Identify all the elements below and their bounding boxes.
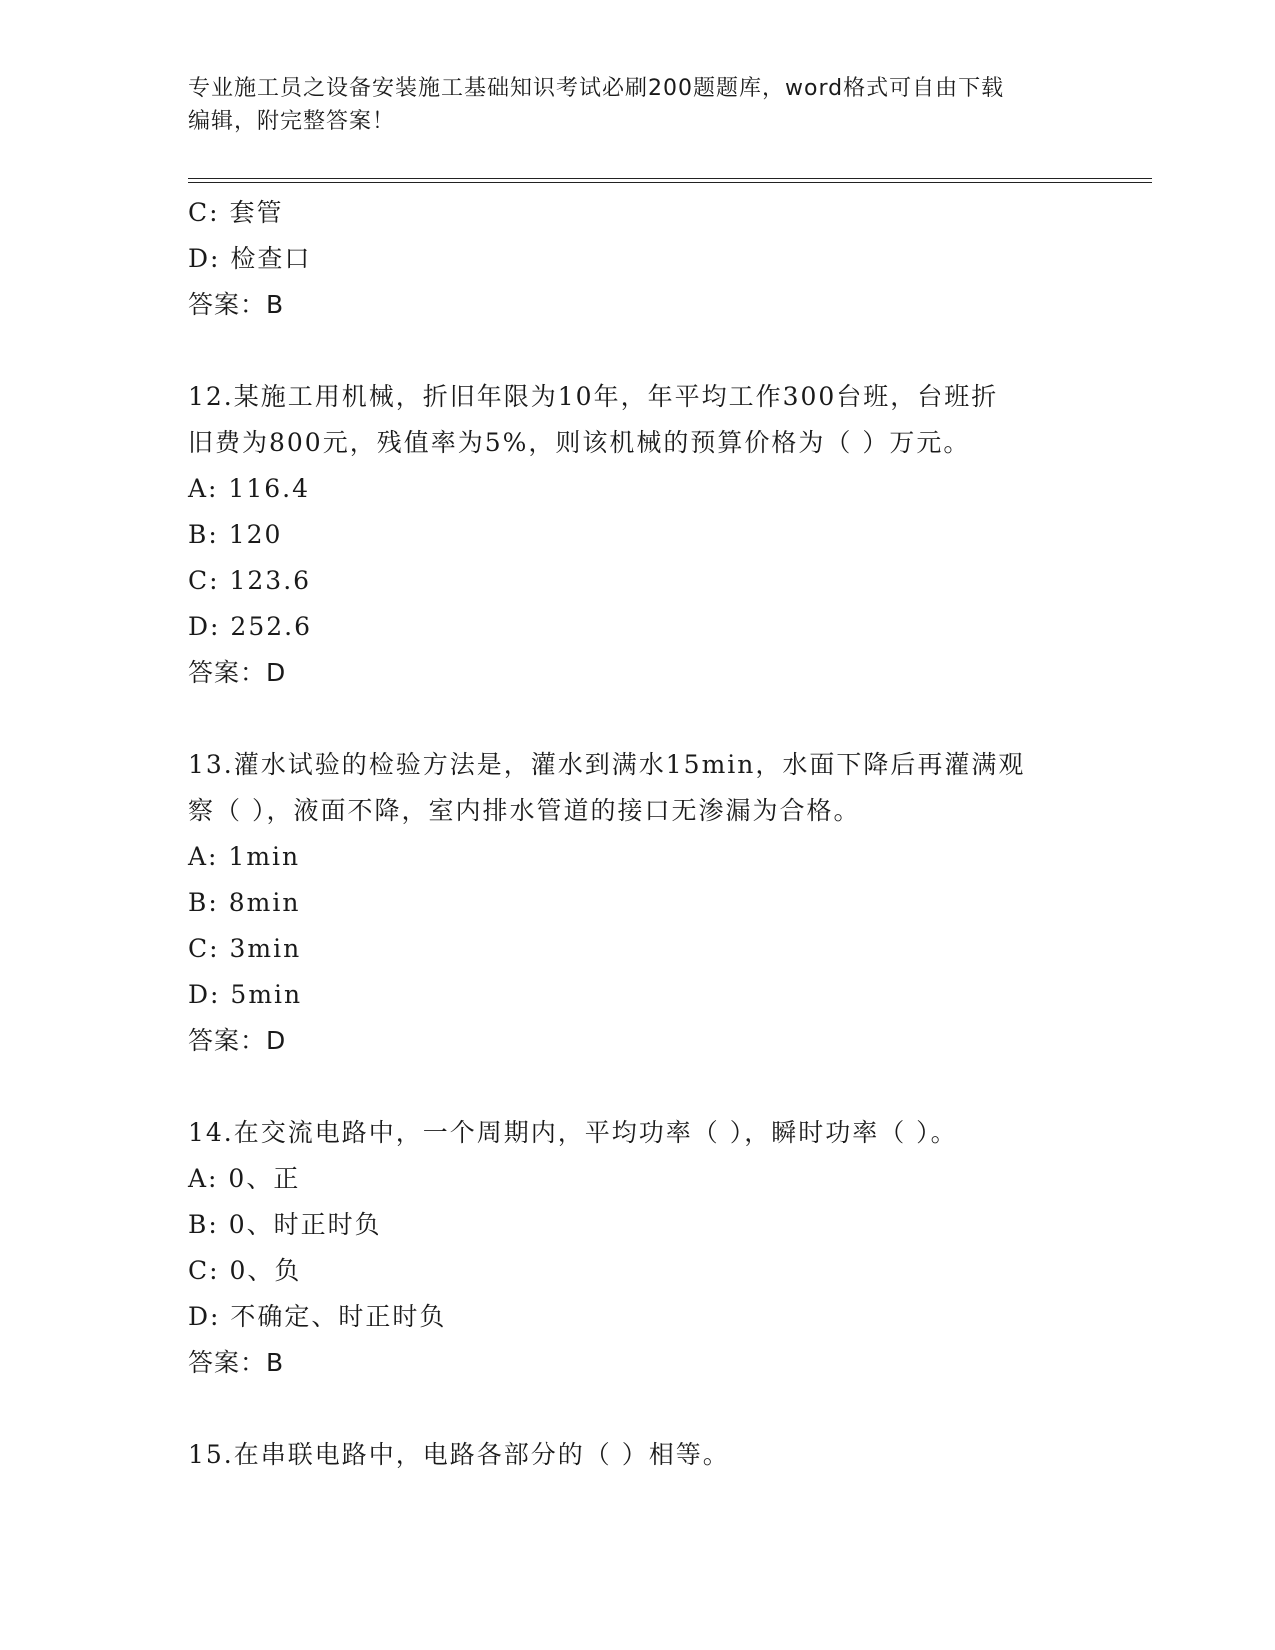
option-a: A: 116.4 [188,474,310,503]
header-line-2: 编辑，附完整答案！ [188,109,396,134]
header-line-1: 专业施工员之设备安装施工基础知识考试必刷200题题库，word格式可自由下载 [188,76,1005,101]
option-d: D: 不确定、时正时负 [188,1302,447,1331]
question-12 [188,374,1088,696]
question-text-line-1: 14.在交流电路中，一个周期内，平均功率（ ），瞬时功率（ ）。 [188,1118,958,1147]
question-15 [188,1432,1088,1478]
answer: 答案：B [188,290,285,319]
option-c: C: 3min [188,934,302,963]
option-b: B: 0、时正时负 [188,1210,382,1239]
question-11-tail [188,190,1088,328]
document-header [188,72,1088,138]
option-c: C: 0、负 [188,1256,302,1285]
option-b: B: 120 [188,520,283,549]
question-13 [188,742,1088,1064]
option-a: A: 1min [188,842,301,871]
question-text-line-2: 旧费为800元，残值率为5%，则该机械的预算价格为（ ）万元。 [188,428,971,457]
question-text-line-1: 12.某施工用机械，折旧年限为10年，年平均工作300台班，台班折 [188,382,999,411]
header-divider-bottom [188,182,1152,183]
header-divider-top [188,178,1152,179]
option-d: D: 5min [188,980,303,1009]
question-text-line-2: 察（ ），液面不降，室内排水管道的接口无渗漏为合格。 [188,796,861,825]
question-14 [188,1110,1088,1386]
option-d: D: 检查口 [188,244,312,273]
document-body [188,190,1088,1478]
answer: 答案：D [188,658,287,687]
option-c: C: 123.6 [188,566,312,595]
option-b: B: 8min [188,888,301,917]
question-text-line-1: 15.在串联电路中，电路各部分的（ ）相等。 [188,1440,730,1469]
answer: 答案：B [188,1348,285,1377]
option-a: A: 0、正 [188,1164,301,1193]
question-text-line-1: 13.灌水试验的检验方法是，灌水到满水15min，水面下降后再灌满观 [188,750,1026,779]
answer: 答案：D [188,1026,287,1055]
option-d: D: 252.6 [188,612,312,641]
option-c: C: 套管 [188,198,284,227]
